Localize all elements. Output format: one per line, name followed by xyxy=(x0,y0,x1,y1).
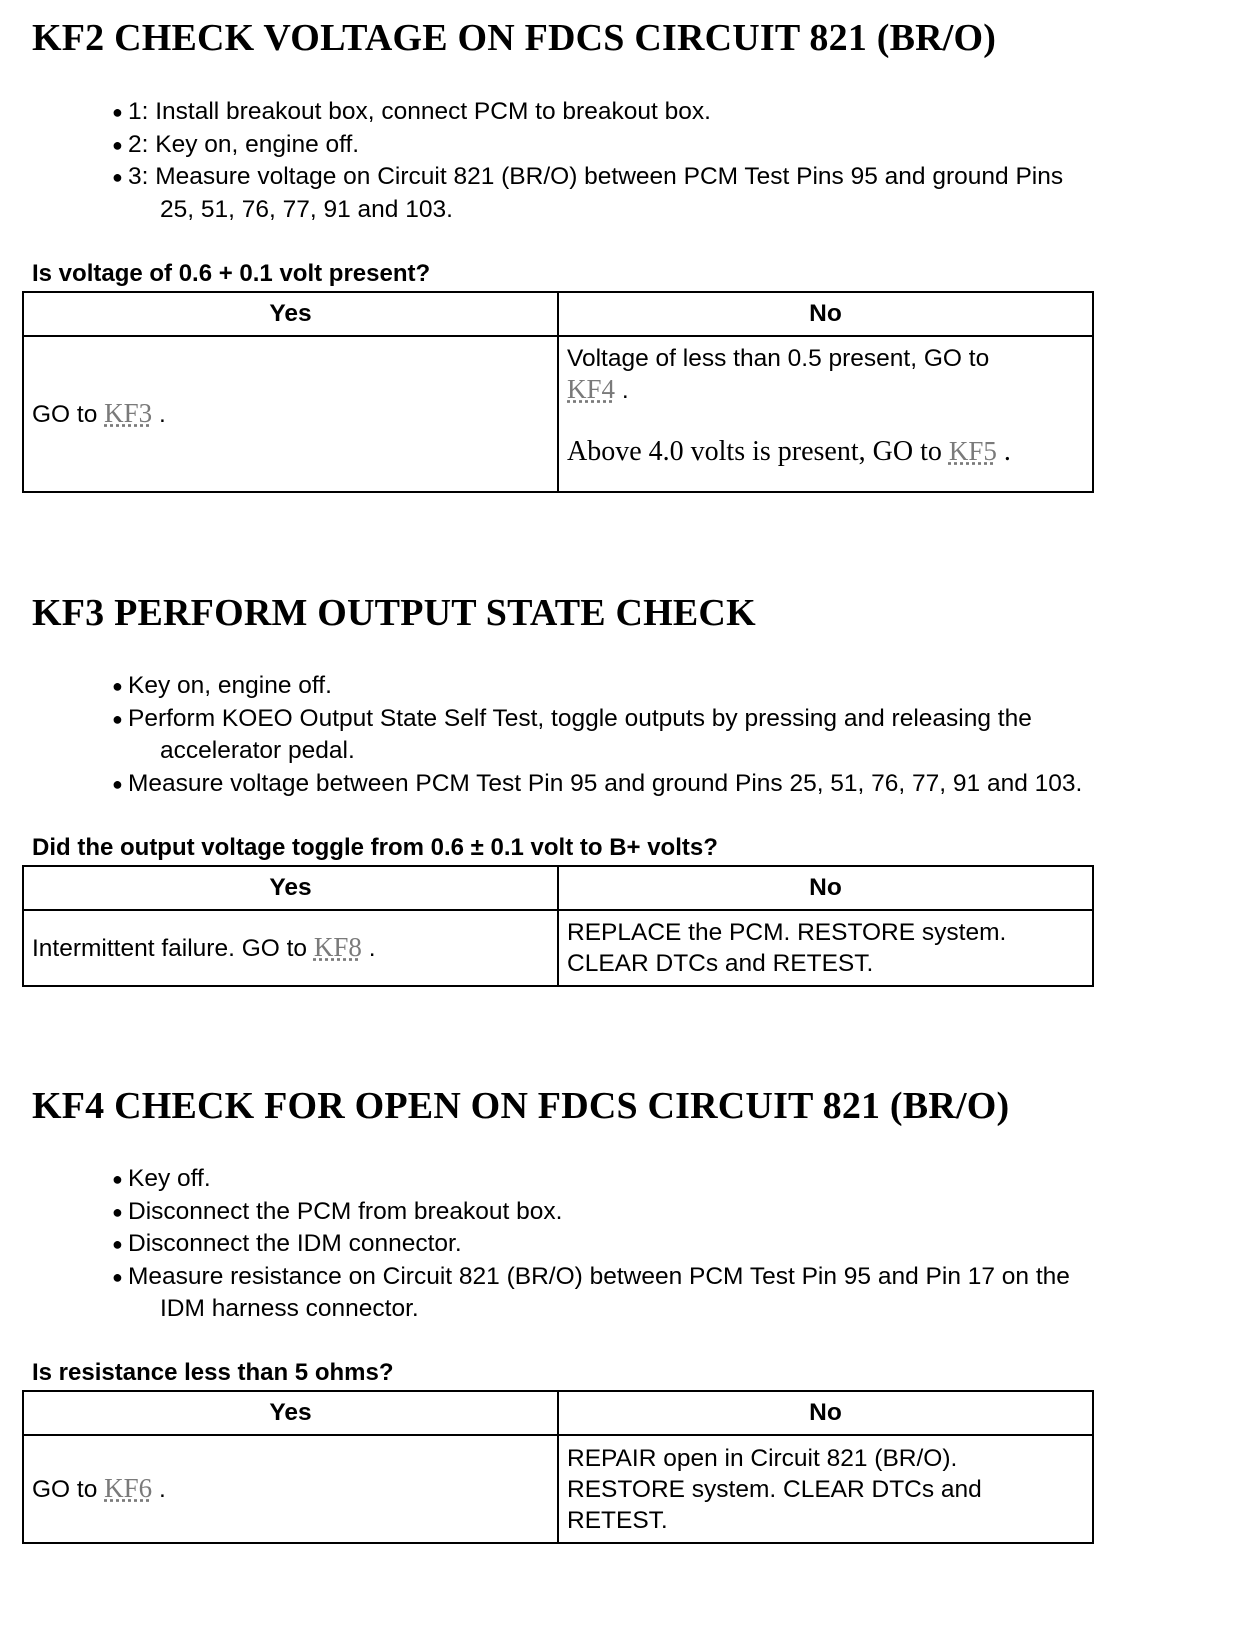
step-item: ● Key off. xyxy=(112,1163,1070,1196)
bullet-icon: ● xyxy=(112,676,123,696)
bullet-icon: ● xyxy=(112,134,123,155)
no-header: No xyxy=(558,866,1093,910)
yes-header: Yes xyxy=(23,1391,558,1435)
test-question: Is voltage of 0.6 + 0.1 volt present? xyxy=(32,260,431,287)
link-kf3[interactable]: KF3 xyxy=(104,398,153,428)
section-heading: KF4 CHECK FOR OPEN ON FDCS CIRCUIT 821 (BR/O) xyxy=(32,1085,1010,1127)
link-kf8[interactable]: KF8 xyxy=(313,932,362,962)
link-kf5[interactable]: KF5 xyxy=(948,436,997,466)
link-kf6[interactable]: KF6 xyxy=(104,1473,153,1503)
bullet-icon: ● xyxy=(112,1234,123,1254)
step-item: ● Measure resistance on Circuit 821 (BR/O) between PCM Test Pin 95 and Pin 17 on the IDM harness connector. xyxy=(112,1261,1070,1326)
step-item: ● 1: Install breakout box, connect PCM to breakout box. xyxy=(112,96,1063,129)
bullet-icon: ● xyxy=(112,1201,123,1222)
step-continuation: accelerator pedal. xyxy=(160,737,355,764)
step-item: ● Disconnect the IDM connector. xyxy=(112,1228,1070,1261)
test-question: Is resistance less than 5 ohms? xyxy=(32,1359,394,1386)
bullet-icon: ● xyxy=(112,773,123,794)
bullet-icon: ● xyxy=(112,1169,123,1189)
bullet-icon: ● xyxy=(112,102,123,122)
step-item: ● Measure voltage between PCM Test Pin 95 and ground Pins 25, 51, 76, 77, 91 and 103. xyxy=(112,768,1082,801)
step-item: ● 3: Measure voltage on Circuit 821 (BR/O) between PCM Test Pins 95 and ground Pins 25, 51, 76, 77, 91 and 103. xyxy=(112,161,1063,226)
yes-cell: Intermittent failure. GO to KF8 . xyxy=(23,910,558,986)
result-table xyxy=(22,1390,1094,1544)
result-table xyxy=(22,291,1094,493)
no-header: No xyxy=(558,1391,1093,1435)
bullet-icon: ● xyxy=(112,708,123,729)
step-continuation: 25, 51, 76, 77, 91 and 103. xyxy=(160,195,453,223)
yes-header: Yes xyxy=(23,866,558,910)
step-item: ● Key on, engine off. xyxy=(112,670,1082,703)
step-list xyxy=(112,96,1063,226)
step-list xyxy=(112,670,1082,800)
section-heading: KF2 CHECK VOLTAGE ON FDCS CIRCUIT 821 (BR/O) xyxy=(32,17,997,59)
step-item: ● Perform KOEO Output State Self Test, toggle outputs by pressing and releasing the accelerator pedal. xyxy=(112,703,1082,768)
step-list xyxy=(112,1163,1070,1326)
result-table xyxy=(22,865,1094,987)
section-heading: KF3 PERFORM OUTPUT STATE CHECK xyxy=(32,592,756,634)
no-cell: REPLACE the PCM. RESTORE system. CLEAR DTCs and RETEST. xyxy=(558,910,1093,986)
no-cell: Voltage of less than 0.5 present, GO to KF4 . Above 4.0 volts is present, GO to KF5 . xyxy=(558,336,1093,492)
step-continuation: IDM harness connector. xyxy=(160,1295,419,1322)
yes-cell: GO to KF6 . xyxy=(23,1435,558,1543)
link-kf4[interactable]: KF4 xyxy=(567,374,616,404)
bullet-icon: ● xyxy=(112,1266,123,1287)
no-cell: REPAIR open in Circuit 821 (BR/O). RESTORE system. CLEAR DTCs and RETEST. xyxy=(558,1435,1093,1543)
no-header: No xyxy=(558,292,1093,336)
step-item: ● 2: Key on, engine off. xyxy=(112,129,1063,162)
yes-cell: GO to KF3 . xyxy=(23,336,558,492)
step-item: ● Disconnect the PCM from breakout box. xyxy=(112,1196,1070,1229)
bullet-icon: ● xyxy=(112,167,123,187)
yes-header: Yes xyxy=(23,292,558,336)
test-question: Did the output voltage toggle from 0.6 ± 0.1 volt to B+ volts? xyxy=(32,834,718,861)
